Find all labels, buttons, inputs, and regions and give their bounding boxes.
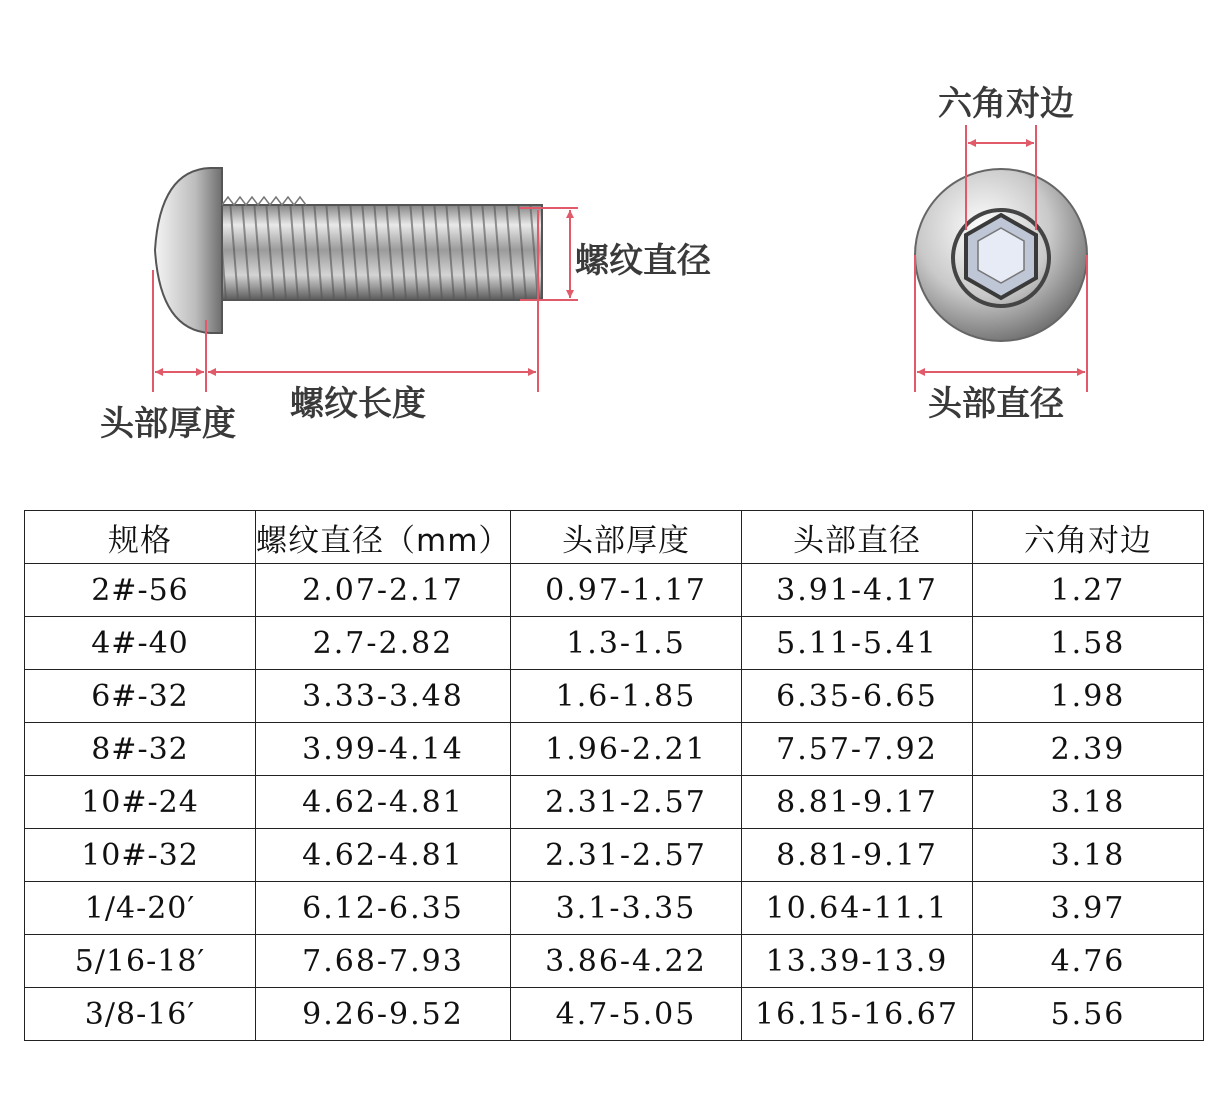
table-cell: 1.3-1.5	[511, 617, 742, 670]
table-cell: 10#-32	[25, 829, 256, 882]
table-row	[25, 935, 1204, 988]
screw-side-view	[155, 168, 542, 333]
table-cell: 16.15-16.67	[742, 988, 973, 1041]
table-cell: 3.33-3.48	[256, 670, 511, 723]
table-cell: 2.39	[973, 723, 1204, 776]
table-cell: 2#-56	[25, 564, 256, 617]
table-cell: 4.7-5.05	[511, 988, 742, 1041]
thread-diameter-label: 螺纹直径	[575, 241, 711, 281]
table-cell: 3/8-16′	[25, 988, 256, 1041]
table-cell: 2.31-2.57	[511, 776, 742, 829]
table-cell: 3.99-4.14	[256, 723, 511, 776]
screw-dimension-diagram	[0, 0, 1232, 470]
table-cell: 1.6-1.85	[511, 670, 742, 723]
table-cell: 4.62-4.81	[256, 829, 511, 882]
table-cell: 4#-40	[25, 617, 256, 670]
table-cell: 2.31-2.57	[511, 829, 742, 882]
table-header-row	[25, 511, 1204, 564]
table-row	[25, 723, 1204, 776]
table-cell: 8.81-9.17	[742, 776, 973, 829]
table-row	[25, 564, 1204, 617]
head-diameter-label: 头部直径	[928, 384, 1064, 424]
table-cell: 3.97	[973, 882, 1204, 935]
table-row	[25, 670, 1204, 723]
table-cell: 2.7-2.82	[256, 617, 511, 670]
table-cell: 5.11-5.41	[742, 617, 973, 670]
table-cell: 1.58	[973, 617, 1204, 670]
screw-end-view	[915, 169, 1087, 341]
table-row	[25, 988, 1204, 1041]
head-thickness-label: 头部厚度	[100, 404, 236, 444]
table-cell: 13.39-13.9	[742, 935, 973, 988]
table-cell: 8#-32	[25, 723, 256, 776]
table-cell: 1.98	[973, 670, 1204, 723]
header-hex-across-flats: 六角对边	[973, 511, 1204, 564]
thread-length-label: 螺纹长度	[290, 384, 426, 424]
table-cell: 6.35-6.65	[742, 670, 973, 723]
table-cell: 1/4-20′	[25, 882, 256, 935]
table-cell: 9.26-9.52	[256, 988, 511, 1041]
table-cell: 10.64-11.1	[742, 882, 973, 935]
table-cell: 1.96-2.21	[511, 723, 742, 776]
header-head-diameter: 头部直径	[742, 511, 973, 564]
table-cell: 4.76	[973, 935, 1204, 988]
table-cell: 6#-32	[25, 670, 256, 723]
table-row	[25, 776, 1204, 829]
table-row	[25, 829, 1204, 882]
table-cell: 3.1-3.35	[511, 882, 742, 935]
table-cell: 5.56	[973, 988, 1204, 1041]
table-cell: 2.07-2.17	[256, 564, 511, 617]
table-cell: 0.97-1.17	[511, 564, 742, 617]
header-head-thickness: 头部厚度	[511, 511, 742, 564]
header-thread-diameter: 螺纹直径（mm）	[256, 511, 511, 564]
table-cell: 7.68-7.93	[256, 935, 511, 988]
table-cell: 8.81-9.17	[742, 829, 973, 882]
table-cell: 4.62-4.81	[256, 776, 511, 829]
table-cell: 7.57-7.92	[742, 723, 973, 776]
table-cell: 5/16-18′	[25, 935, 256, 988]
table-row	[25, 617, 1204, 670]
table-cell: 3.18	[973, 776, 1204, 829]
table-cell: 3.18	[973, 829, 1204, 882]
table-cell: 10#-24	[25, 776, 256, 829]
table-cell: 6.12-6.35	[256, 882, 511, 935]
table-cell: 3.86-4.22	[511, 935, 742, 988]
table-cell: 1.27	[973, 564, 1204, 617]
table-row	[25, 882, 1204, 935]
hex-across-flats-label: 六角对边	[938, 84, 1074, 124]
table-cell: 3.91-4.17	[742, 564, 973, 617]
header-spec: 规格	[25, 511, 256, 564]
spec-table	[24, 510, 1204, 1041]
table-body	[25, 564, 1204, 1041]
